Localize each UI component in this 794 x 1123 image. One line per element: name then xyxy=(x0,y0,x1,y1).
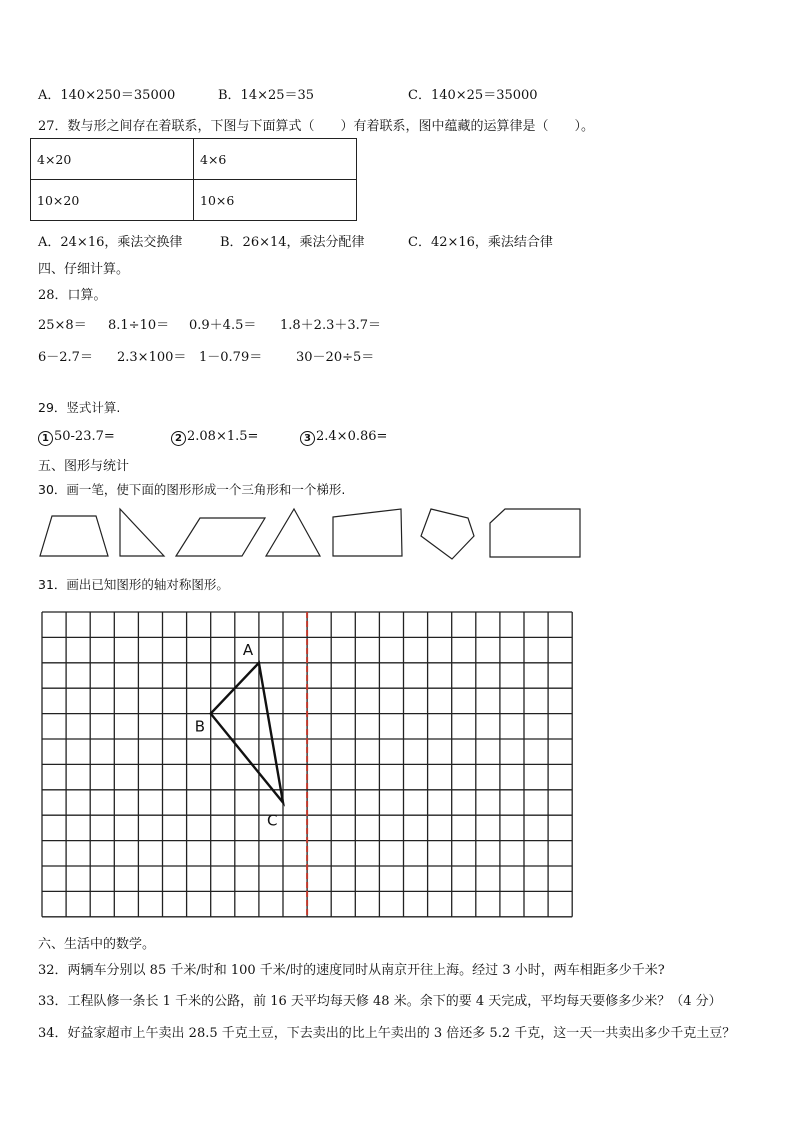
cut-rectangle-shape xyxy=(490,509,580,557)
q27-option-c: C．42×16，乘法结合律 xyxy=(408,235,553,250)
q28-item: 25×8＝ xyxy=(38,318,87,333)
q33-text: 33．工程队修一条长 1 千米的公路，前 16 天平均每天修 48 米。余下的要 4 天完成，平均每天要修多少米？（4 分） xyxy=(38,994,722,1009)
q28-item: 30－20÷5＝ xyxy=(296,350,375,365)
q30-title: 30．画一笔，使下面的图形形成一个三角形和一个梯形. xyxy=(38,482,346,497)
q29-item-2 xyxy=(171,429,258,446)
circled-number: 2 xyxy=(171,431,186,446)
triangle-shape xyxy=(266,509,320,556)
q28-title: 28．口算。 xyxy=(38,288,107,303)
q28-item: 8.1÷10＝ xyxy=(108,318,170,333)
q26-option-b: B．14×25＝35 xyxy=(218,88,315,103)
q28-item: 2.3×100＝ xyxy=(117,350,187,365)
q27-option-b: B．26×14，乘法分配律 xyxy=(220,235,365,250)
point-label-c: C xyxy=(267,811,278,830)
q28-item: 1.8＋2.3＋3.7＝ xyxy=(280,318,382,333)
q27-cell: 4×20 xyxy=(31,139,194,180)
right-triangle-shape xyxy=(120,509,164,556)
q29-item-1 xyxy=(38,429,115,446)
point-label-b: B xyxy=(194,717,205,736)
q30-shapes xyxy=(0,500,794,566)
q29-title: 29．竖式计算. xyxy=(38,400,121,415)
q29-item-3 xyxy=(300,429,387,446)
q29-expr: 2.08×1.5= xyxy=(187,429,259,444)
pentagon-shape xyxy=(421,509,474,559)
q32-text: 32．两辆车分别以 85 千米/时和 100 千米/时的速度同时从南京开往上海。经过 3 小时，两车相距多少千米? xyxy=(38,963,665,978)
triangle-abc xyxy=(211,663,283,803)
parallelogram-shape xyxy=(176,518,265,556)
q27-stem: 27．数与形之间存在着联系，下图与下面算式（ ）有着联系，图中蕴藏的运算律是（ ）。 xyxy=(38,119,595,134)
section-4-heading: 四、仔细计算。 xyxy=(38,262,130,277)
q27-cell: 10×6 xyxy=(194,180,357,221)
circled-number: 3 xyxy=(300,431,315,446)
q28-item: 6－2.7＝ xyxy=(38,350,93,365)
quadrilateral-shape xyxy=(333,509,402,556)
section-6-heading: 六、生活中的数学。 xyxy=(38,937,156,952)
q29-expr: 50-23.7= xyxy=(54,429,115,444)
section-5-heading: 五、图形与统计 xyxy=(38,459,130,474)
q27-cell: 10×20 xyxy=(31,180,194,221)
q31-title: 31．画出已知图形的轴对称图形。 xyxy=(38,577,229,592)
q27-cell: 4×6 xyxy=(194,139,357,180)
q27-option-a: A．24×16，乘法交换律 xyxy=(38,235,183,250)
q29-expr: 2.4×0.86= xyxy=(316,429,388,444)
circled-number: 1 xyxy=(38,431,53,446)
q28-item: 0.9＋4.5＝ xyxy=(189,318,257,333)
q31-grid xyxy=(0,600,794,925)
q28-item: 1－0.79＝ xyxy=(199,350,263,365)
point-label-a: A xyxy=(242,640,254,659)
q26-option-a: A．140×250＝35000 xyxy=(38,88,176,103)
q26-option-c: C．140×25＝35000 xyxy=(408,88,538,103)
q34-text: 34．好益家超市上午卖出 28.5 千克土豆，下去卖出的比上午卖出的 3 倍还多 5.2 千克，这一天一共卖出多少千克土豆？ xyxy=(38,1026,736,1041)
trapezoid-shape xyxy=(40,516,108,556)
q27-table xyxy=(30,138,357,221)
